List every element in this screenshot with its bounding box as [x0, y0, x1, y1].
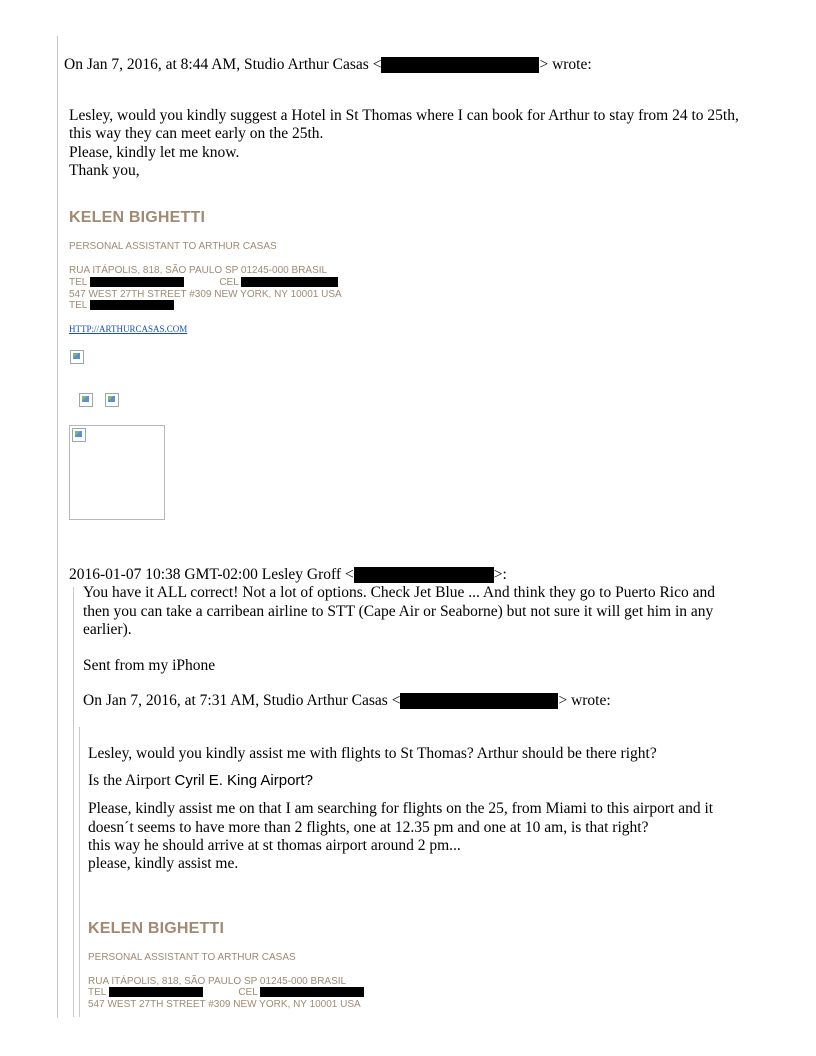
signature-us-phone	[69, 300, 174, 311]
quote-bar-outer	[57, 36, 58, 1018]
tel-label: TEL	[69, 300, 87, 311]
signature-address-br: RUA ITÁPOLIS, 818, SÃO PAULO SP 01245-000 BRASIL	[88, 976, 347, 987]
msg1-line1: Lesley, would you kindly suggest a Hotel in St Thomas where I can book for Arthur to stay from 24 to 25th,	[69, 107, 739, 124]
cel-label: CEL	[238, 987, 258, 998]
quote-header-2-prefix: 2016-01-07 10:38 GMT-02:00 Lesley Groff <	[69, 566, 354, 583]
tel-label: TEL	[88, 987, 106, 998]
quote-bar-inner-2	[79, 727, 80, 1017]
quote-header-3-prefix: On Jan 7, 2016, at 7:31 AM, Studio Arthur Casas <	[83, 692, 401, 709]
msg2-line3: earlier).	[83, 621, 132, 638]
msg1-line4: Thank you,	[69, 162, 140, 179]
cel-label: CEL	[219, 277, 239, 288]
tel-label: TEL	[69, 277, 87, 288]
quote-header-3-suffix: > wrote:	[558, 692, 611, 709]
signature-name: KELEN BIGHETTI	[88, 920, 225, 937]
quote-header-3	[83, 692, 611, 710]
msg1-line2: this way they can meet early on the 25th.	[69, 125, 324, 142]
quote-header-2	[69, 566, 507, 584]
website-link[interactable]: HTTP://ARTHURCASAS.COM	[69, 324, 188, 334]
quote-header-1	[64, 56, 592, 74]
signature-phone-line	[88, 987, 364, 998]
signature-title: PERSONAL ASSISTANT TO ARTHUR CASAS	[88, 952, 296, 963]
msg3-line2	[88, 772, 313, 790]
redacted-cell	[241, 277, 338, 287]
msg1-line3: Please, kindly let me know.	[69, 144, 240, 161]
msg3-line2-prefix: Is the Airport	[88, 772, 175, 789]
redacted-cell	[260, 987, 364, 997]
msg2-line2: then you can take a carribean airline to STT (Cape Air or Seaborne) but not sure it will get him in any	[83, 603, 714, 620]
signature-address-br: RUA ITÁPOLIS, 818, SÃO PAULO SP 01245-000 BRASIL	[69, 265, 328, 276]
redacted-phone	[90, 277, 184, 287]
msg3-line3: Please, kindly assist me on that I am searching for flights on the 25, from Miami to this airport and it	[88, 800, 714, 817]
msg2-line1: You have it ALL correct! Not a lot of options. Check Jet Blue ... And think they go to Puerto Rico and	[83, 584, 715, 601]
quote-header-2-suffix: >:	[493, 566, 507, 583]
redacted-phone	[109, 987, 203, 997]
broken-image-icon	[105, 393, 119, 407]
quote-bar-inner-1	[73, 587, 74, 1017]
quote-header-1-suffix: > wrote:	[539, 56, 592, 73]
redacted-email	[354, 567, 494, 583]
redacted-phone	[90, 300, 174, 310]
msg3-line5: this way he should arrive at st thomas airport around 2 pm...	[88, 837, 461, 854]
signature-name: KELEN BIGHETTI	[69, 209, 206, 226]
msg3-line4: doesn´t seems to have more than 2 flights, one at 12.35 pm and one at 10 am, is that right?	[88, 819, 649, 836]
signature-title: PERSONAL ASSISTANT TO ARTHUR CASAS	[69, 241, 277, 252]
airport-name: Cyril E. King Airport?	[174, 772, 313, 789]
redacted-email	[381, 57, 539, 73]
signature-address-us: 547 WEST 27TH STREET #309 NEW YORK, NY 10001 USA	[88, 999, 361, 1010]
redacted-email	[400, 693, 558, 709]
quote-header-1-prefix: On Jan 7, 2016, at 8:44 AM, Studio Arthur Casas <	[64, 56, 382, 73]
broken-image-icon	[70, 350, 84, 364]
signature-address-us: 547 WEST 27TH STREET #309 NEW YORK, NY 10001 USA	[69, 289, 342, 300]
msg2-sent-from: Sent from my iPhone	[83, 657, 216, 674]
signature-phone-line	[69, 277, 338, 288]
msg3-line1: Lesley, would you kindly assist me with flights to St Thomas? Arthur should be there right?	[88, 745, 657, 762]
image-placeholder	[69, 425, 165, 520]
msg3-line6: please, kindly assist me.	[88, 855, 239, 872]
broken-image-icon	[79, 393, 93, 407]
broken-image-icon	[72, 428, 86, 442]
